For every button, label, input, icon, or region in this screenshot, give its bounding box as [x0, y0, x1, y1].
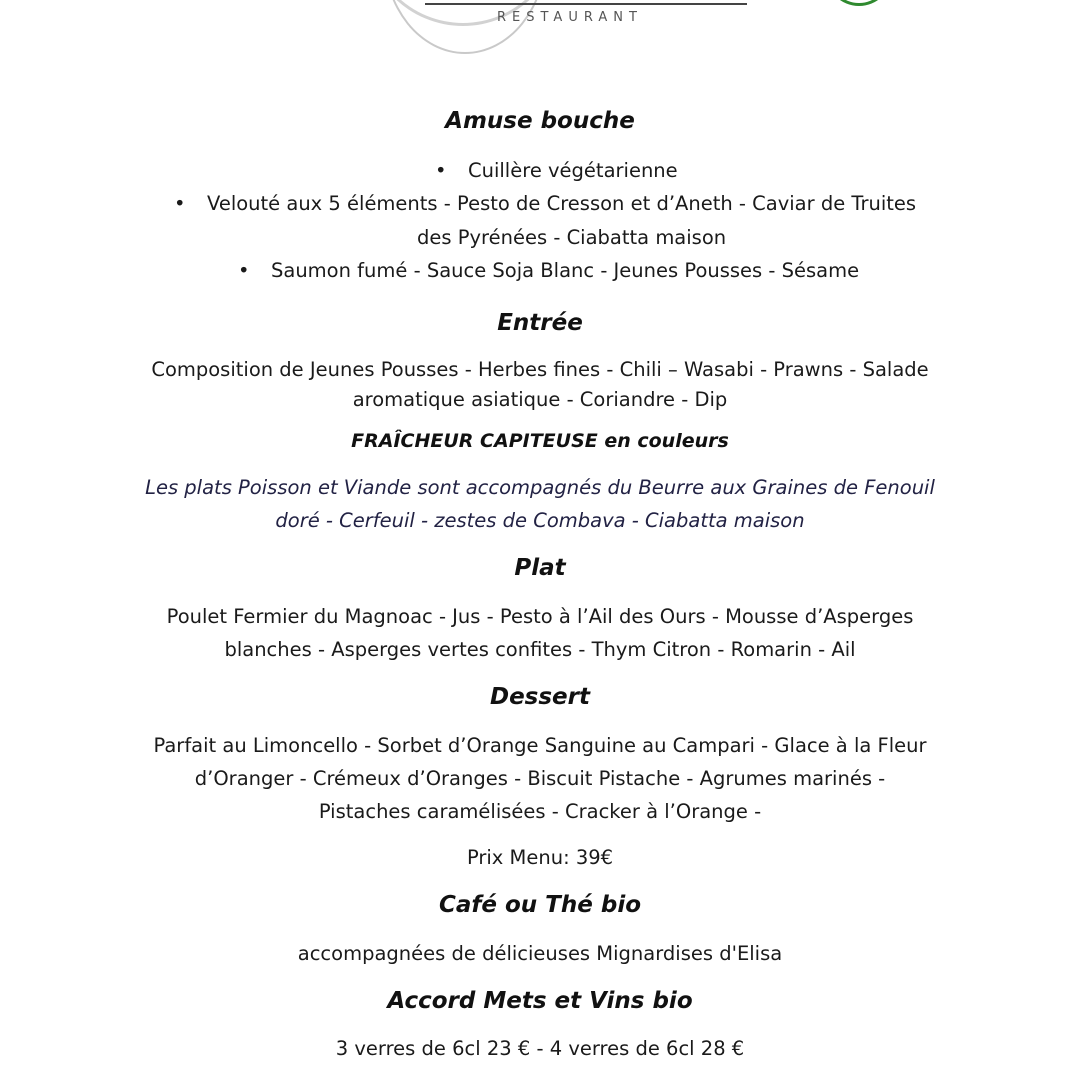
dessert-title: Dessert — [489, 684, 590, 710]
amuse-item-2-line-2: des Pyrénées - Ciabatta maison — [417, 226, 727, 249]
logo-inner-arc — [383, 0, 547, 54]
cafe-line-1: accompagnées de délicieuses Mignardises d'Elisa — [297, 942, 783, 965]
amuse-bouche-title: Amuse bouche — [445, 108, 635, 134]
entree-line-2: aromatique asiatique - Coriandre - Dip — [352, 388, 728, 411]
restaurant-label: RESTAURANT — [497, 10, 643, 25]
bullet-icon: • — [174, 192, 186, 215]
logo-underline — [425, 3, 747, 5]
cafe-title: Café ou Thé bio — [438, 892, 641, 918]
plat-title: Plat — [514, 555, 566, 581]
entree-line-1: Composition de Jeunes Pousses - Herbes fines - Chili – Wasabi - Prawns - Salade — [151, 358, 929, 381]
amuse-item-1: Cuillère végétarienne — [468, 159, 678, 182]
dessert-line-2: d’Oranger - Crémeux d’Oranges - Biscuit Pistache - Agrumes marinés - — [194, 767, 886, 790]
fraicheur-line-1: Les plats Poisson et Viande sont accompagnés du Beurre aux Graines de Fenouil — [145, 476, 935, 499]
amuse-item-2-line-1: Velouté aux 5 éléments - Pesto de Cresson et d’Aneth - Caviar de Truites — [207, 192, 917, 215]
fraicheur-title: FRAÎCHEUR CAPITEUSE en couleurs — [351, 430, 729, 452]
accord-line-1: 3 verres de 6cl 23 € - 4 verres de 6cl 28 € — [335, 1037, 745, 1060]
fraicheur-line-2: doré - Cerfeuil - zestes de Combava - Ciabatta maison — [275, 509, 805, 532]
plat-line-1: Poulet Fermier du Magnoac - Jus - Pesto à l’Ail des Ours - Mousse d’Asperges — [166, 605, 914, 628]
entree-title: Entrée — [497, 310, 583, 336]
dessert-line-1: Parfait au Limoncello - Sorbet d’Orange Sanguine au Campari - Glace à la Fleur — [153, 734, 927, 757]
bullet-icon: • — [435, 159, 447, 182]
plat-line-2: blanches - Asperges vertes confites - Thym Citron - Romarin - Ail — [224, 638, 856, 661]
bio-badge-icon — [826, 0, 892, 6]
amuse-item-3: Saumon fumé - Sauce Soja Blanc - Jeunes Pousses - Sésame — [271, 259, 860, 282]
bullet-icon: • — [238, 259, 250, 282]
accord-title: Accord Mets et Vins bio — [387, 988, 693, 1014]
menu-price: Prix Menu: 39€ — [466, 846, 614, 869]
dessert-line-3: Pistaches caramélisées - Cracker à l’Orange - — [318, 800, 762, 823]
